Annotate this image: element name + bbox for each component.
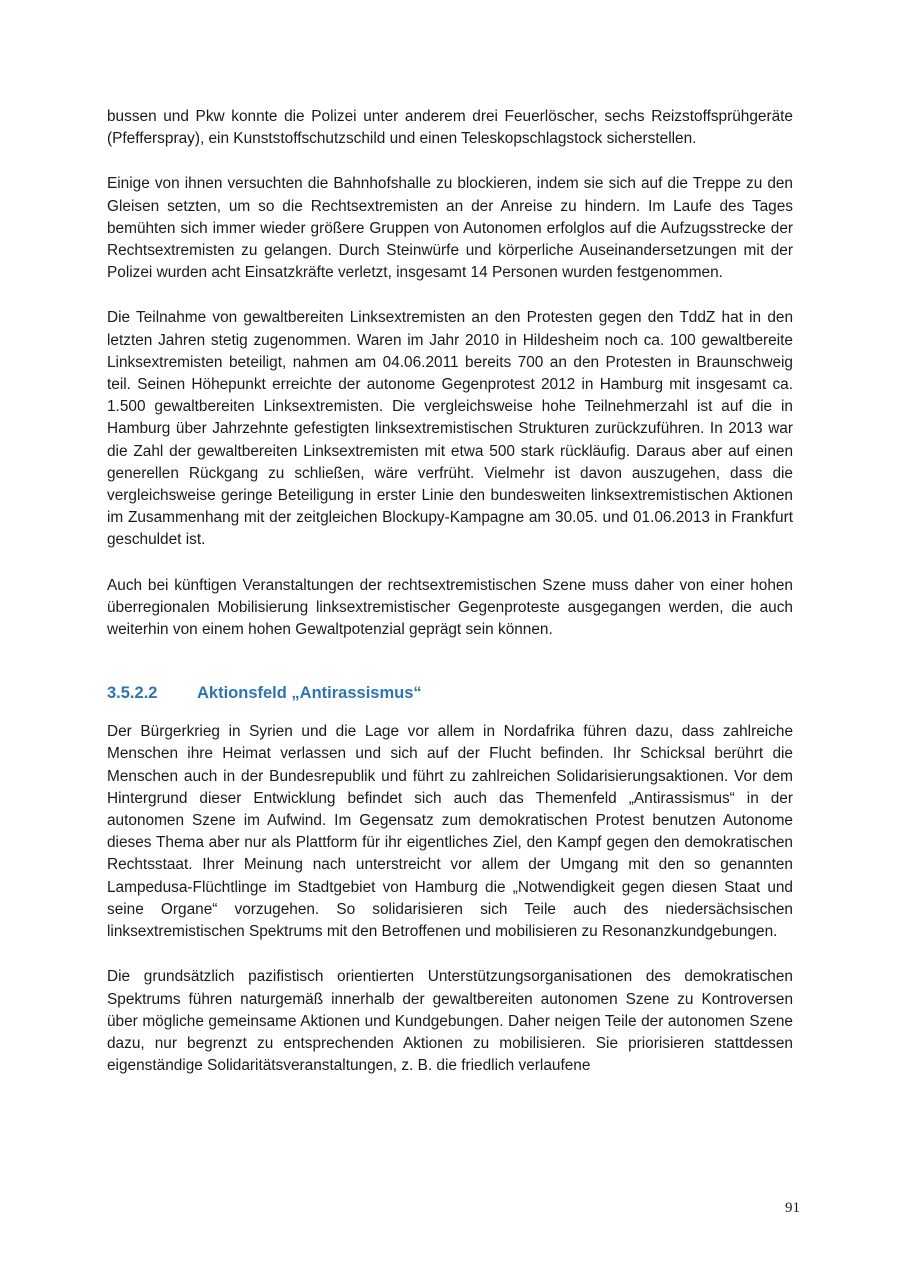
body-paragraph: Auch bei künftigen Veranstaltungen der rechtsextremistischen Szene muss daher von einer hohen überregionalen Mobilisierung linksextremistischer Gegenproteste ausgegangen werden, die auch weiterhin von einem hohen Gewaltpotenzial geprägt sein können. — [107, 576, 793, 639]
page-number: 91 — [785, 1200, 800, 1216]
document-page — [107, 106, 793, 1100]
body-paragraph: Die grundsätzlich pazifistisch orientierten Unterstützungsorganisationen des demokratischen Spektrums führen naturgemäß innerhalb der gewaltbereiten autonomen Szene zu Kontroversen über mögliche gemeinsame Aktionen und Kundgebungen. Daher neigen Teile der autonomen Szene dazu, nur begrenzt zu entsprechenden Aktionen zu mobilisieren. Sie priorisieren stattdessen eigenständige Solidaritätsveranstaltungen, z. B. die friedlich verlaufene — [107, 968, 793, 1075]
section-title: Aktionsfeld „Antirassismus“ — [197, 684, 422, 703]
body-paragraph: Der Bürgerkrieg in Syrien und die Lage vor allem in Nordafrika führen dazu, dass zahlreiche Menschen ihre Heimat verlassen und sich auf der Flucht befinden. Ihr Schicksal berührt die Menschen auch in der Bundesrepublik und führt zu zahlreichen Solidarisierungsaktionen. Vor dem Hintergrund dieser Entwicklung befindet sich auch das Themenfeld „Antirassismus“ in der autonomen Szene im Aufwind. Im Gegensatz zum demokratischen Protest benutzen Autonome dieses Thema aber nur als Plattform für ihr eigentliches Ziel, den Kampf gegen den demokratischen Rechtsstaat. Ihrer Meinung nach unterstreicht vor allem der Umgang mit den so genannten Lampedusa-Flüchtlinge im Stadtgebiet von Hamburg die „Notwendigkeit gegen diesen Staat und seine Organe“ vorzugehen. So solidarisieren sich Teile auch des niedersächsischen linksextremistischen Spektrums mit den Betroffenen und mobilisieren zu Resonanzkundgebungen. — [107, 723, 793, 941]
section-heading — [107, 681, 793, 705]
body-paragraph: bussen und Pkw konnte die Polizei unter anderem drei Feuerlöscher, sechs Reizstoffsprühgeräte (Pfefferspray), ein Kunststoffschutzschild und einen Teleskopschlagstock sicherstellen. — [107, 108, 793, 148]
body-paragraph: Die Teilnahme von gewaltbereiten Linksextremisten an den Protesten gegen den TddZ hat in den letzten Jahren stetig zugenommen. Waren im Jahr 2010 in Hildesheim noch ca. 100 gewaltbereite Linksextremisten beteiligt, nahmen am 04.06.2011 bereits 700 an den Protesten in Braunschweig teil. Seinen Höhepunkt erreichte der autonome Gegenprotest 2012 in Hamburg mit insgesamt ca. 1.500 gewaltbereiten Linksextremisten. Die vergleichsweise hohe Teilnehmerzahl ist auf die in Hamburg über Jahrzehnte gefestigten linksextremistischen Strukturen zurückzuführen. In 2013 war die Zahl der gewaltbereiten Linksextremisten mit etwa 500 stark rückläufig. Daraus aber auf einen generellen Rückgang zu schließen, wäre verfrüht. Vielmehr ist davon auszugehen, dass die vergleichsweise geringe Beteiligung in erster Linie den bundesweiten linksextremistischen Aktionen im Zusammenhang mit der zeitgleichen Blockupy-Kampagne am 30.05. und 01.06.2013 in Frankfurt geschuldet ist. — [107, 309, 793, 549]
body-paragraph: Einige von ihnen versuchten die Bahnhofshalle zu blockieren, indem sie sich auf die Treppe zu den Gleisen setzten, um so die Rechtsextremisten an der Anreise zu hindern. Im Laufe des Tages bemühten sich immer wieder größere Gruppen von Autonomen erfolglos auf die Aufzugsstrecke der Rechtsextremisten zu gelangen. Durch Steinwürfe und körperliche Auseinandersetzungen mit der Polizei wurden acht Einsatzkräfte verletzt, insgesamt 14 Personen wurden festgenommen. — [107, 175, 793, 282]
section-number: 3.5.2.2 — [107, 684, 158, 703]
